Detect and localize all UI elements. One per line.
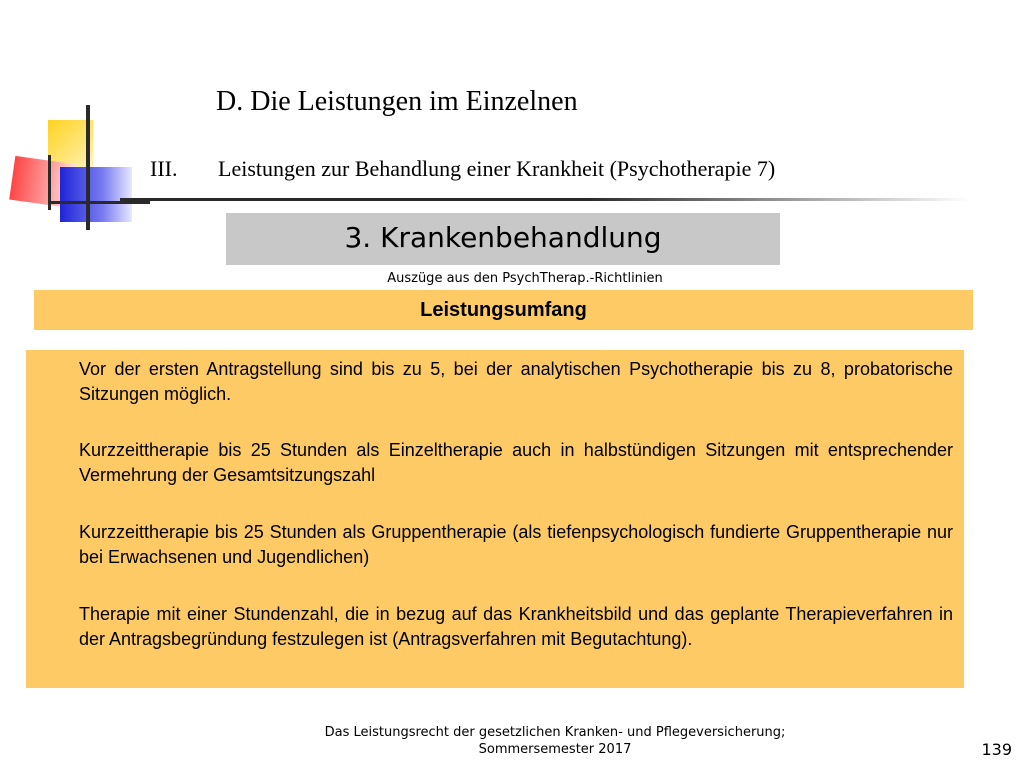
logo-vertical-line bbox=[86, 105, 90, 230]
section-title: 3. Krankenbehandlung bbox=[344, 221, 662, 254]
paragraph-short-term-group: Kurzzeittherapie bis 25 Stunden als Gruppentherapie (als tiefenpsychologisch fundierte Gruppentherapie nur bei Erwachsenen und Jugendlichen) bbox=[79, 522, 953, 567]
page-number: 139 bbox=[981, 740, 1012, 759]
source-note bbox=[0, 271, 1024, 286]
source-note-text: Auszüge aus den PsychTherap.-Richtlinien bbox=[387, 271, 663, 286]
scope-title: Leistungsumfang bbox=[420, 299, 587, 321]
paragraph-probatory-sessions: Vor der ersten Antragstellung sind bis zu 5, bei der analytischen Psychotherapie bis zu 8, probatorische Sitzungen möglich. bbox=[79, 359, 953, 404]
header-divider bbox=[120, 198, 970, 201]
logo-blue-square bbox=[60, 167, 132, 222]
footer-line-1: Das Leistungsrecht der gesetzlichen Kranken- und Pflegeversicherung; bbox=[324, 725, 786, 740]
slide-footer bbox=[0, 724, 1024, 758]
subtitle-number: III. bbox=[150, 156, 178, 181]
scope-header-bar bbox=[34, 290, 973, 330]
footer-line-2: Sommersemester 2017 bbox=[478, 742, 632, 757]
section-title-box bbox=[226, 213, 780, 265]
scope-content-box bbox=[26, 350, 964, 688]
paragraph-short-term-individual: Kurzzeittherapie bis 25 Stunden als Einzeltherapie auch in halbstündigen Sitzungen mit entsprechender Vermehrung der Gesamtsitzungszahl bbox=[79, 440, 953, 485]
slide-logo bbox=[10, 105, 150, 230]
paragraph-long-term-therapy: Therapie mit einer Stundenzahl, die in bezug auf das Krankheitsbild und das geplante Therapieverfahren in der Antragsbegründung festzulegen ist (Antragsverfahren mit Begutachtung). bbox=[79, 604, 953, 649]
logo-horizontal-line bbox=[50, 201, 150, 204]
slide-title: D. Die Leistungen im Einzelnen bbox=[216, 86, 578, 117]
slide-subtitle: Leistungen zur Behandlung einer Krankheit (Psychotherapie 7) bbox=[218, 156, 776, 181]
